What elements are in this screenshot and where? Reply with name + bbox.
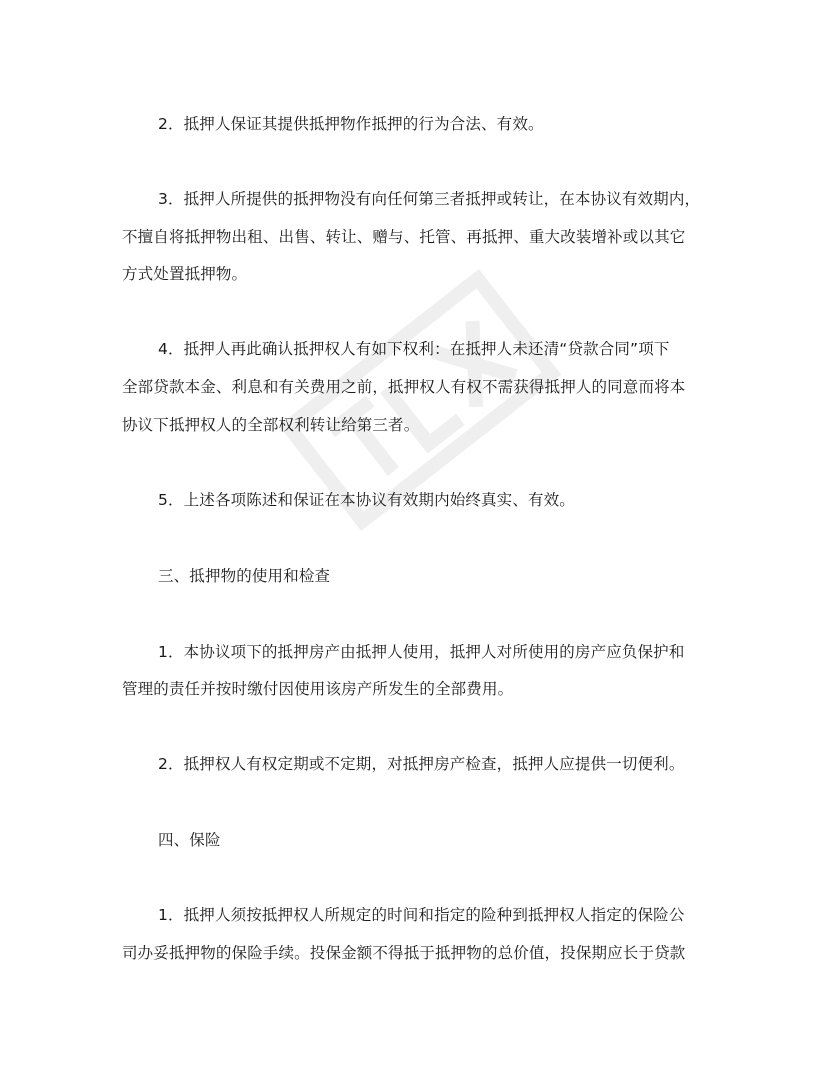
clause-line: 1．本协议项下的抵押房产由抵押人使用，抵押人对所使用的房产应负保护和 — [158, 643, 685, 661]
clause-line: 2．抵押人保证其提供抵押物作抵押的行为合法、有效。 — [158, 115, 544, 133]
watermark-icon — [256, 241, 584, 559]
clause-line: 3．抵押人所提供的抵押物没有向任何第三者抵押或转让，在本协议有效期内， — [158, 190, 701, 208]
clause-line: 不擅自将抵押物出租、出售、转让、赠与、托管、再抵押、重大改装增补或以其它 — [122, 228, 686, 246]
clause-line: 4．抵押人再此确认抵押权人有如下权利：在抵押人未还清“贷款合同”项下 — [158, 340, 670, 358]
clause-line: 协议下抵押权人的全部权利转让给第三者。 — [122, 416, 420, 434]
clause-line: 5．上述各项陈述和保证在本协议有效期内始终真实、有效。 — [158, 491, 575, 509]
clause-line: 1．抵押人须按抵押权人所规定的时间和指定的险种到抵押权人指定的保险公 — [158, 906, 685, 924]
clause-line: 方式处置抵押物。 — [122, 265, 248, 283]
clause-line: 全部贷款本金、利息和有关费用之前，抵押权人有权不需获得抵押人的同意而将本 — [122, 378, 686, 396]
section-heading: 三、抵押物的使用和检查 — [158, 567, 331, 585]
clause-line: 2．抵押权人有权定期或不定期，对抵押房产检查，抵押人应提供一切便利。 — [158, 755, 685, 773]
clause-line: 司办妥抵押物的保险手续。投保金额不得抵于抵押物的总价值，投保期应长于贷款 — [122, 944, 686, 962]
section-heading: 四、保险 — [158, 831, 221, 849]
clause-line: 管理的责任并按时缴付因使用该房产所发生的全部费用。 — [122, 680, 514, 698]
